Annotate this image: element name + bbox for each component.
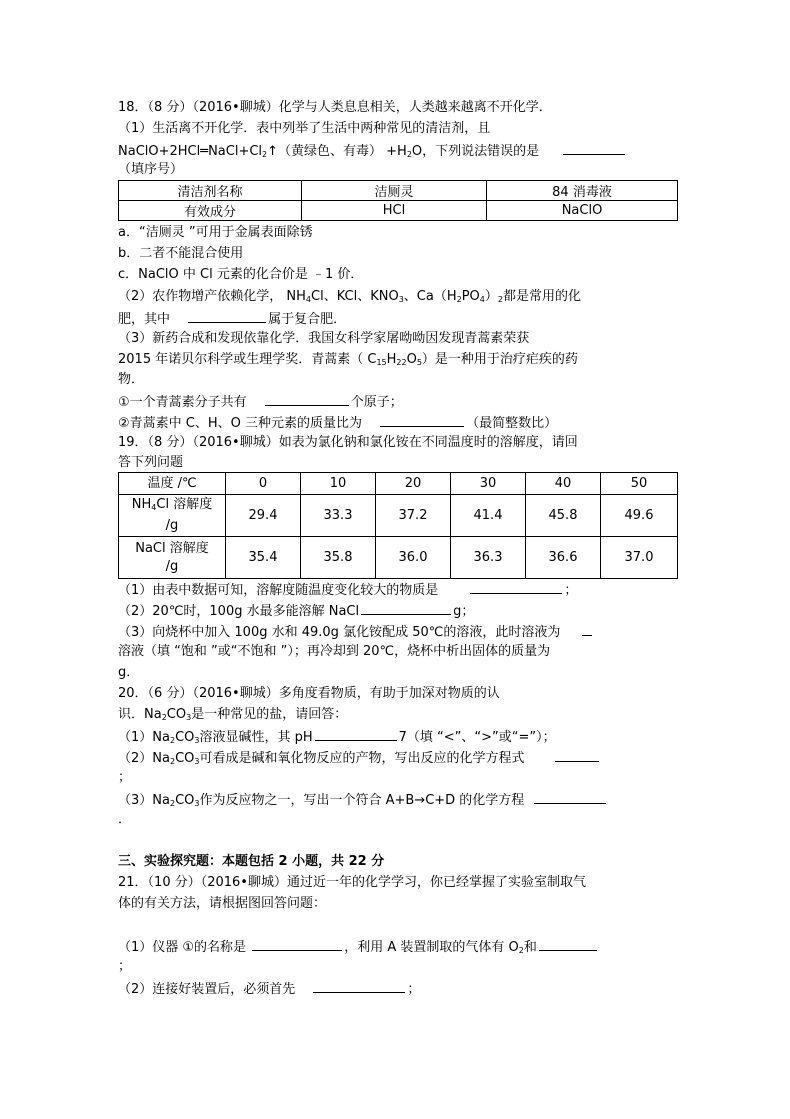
text: 和 xyxy=(523,940,537,955)
text: （最简整数比） xyxy=(466,416,558,431)
equation-part: NaClO+2HCl═NaCl+Cl xyxy=(118,144,263,159)
table-cell: 洁厕灵 xyxy=(302,181,487,201)
table-row xyxy=(119,201,678,221)
subscript: 3 xyxy=(194,736,200,745)
text: 答下列问题 xyxy=(118,455,184,470)
row-label-cell xyxy=(119,495,226,537)
text: Cl、KCl、KNO xyxy=(311,289,399,304)
equation-part: O，下列说法错误的是 xyxy=(411,144,540,159)
table-cell: 41.4 xyxy=(451,495,526,537)
table-cell: 37.2 xyxy=(376,495,451,537)
text: 溶液显碱性，其 pH xyxy=(199,730,313,745)
table-header-cell: 温度 /℃ xyxy=(119,473,226,495)
q19-part1 xyxy=(118,579,577,601)
q20-part3-end xyxy=(118,810,131,830)
answer-blank[interactable] xyxy=(313,978,405,993)
q19-part3-line1 xyxy=(118,621,594,643)
text: ）是一种用于治疗疟疾的药 xyxy=(421,352,578,367)
text: NaCl 溶解度 xyxy=(135,540,209,556)
q21-title: 21．（10 分）（2016•聊城）通过近一年的化学学习，你已经掌握了实验室制取气 xyxy=(118,875,586,890)
text: CO xyxy=(175,751,195,766)
subscript: 2 xyxy=(262,150,268,159)
q19-part3-line3 xyxy=(118,663,139,683)
q18-option-b xyxy=(118,244,243,264)
answer-blank[interactable] xyxy=(315,726,397,741)
q18-part1-intro: （1）生活离不开化学．表中列举了生活中两种常见的清洁剂，且 xyxy=(118,121,491,136)
text: 7（填 “<”、“>”或“=”）； xyxy=(398,730,556,745)
answer-blank[interactable] xyxy=(188,308,266,323)
text: CO xyxy=(166,707,187,722)
subscript: 22 xyxy=(396,358,407,367)
text: （2）连接好装置后，必须首先 xyxy=(118,982,296,997)
text: 可看成是碱和氧化物反应的产物，写出反应的化学方程式 xyxy=(199,751,525,766)
q20-title: 20．（6 分）（2016•聊城）多角度看物质，有助于加深对物质的认 xyxy=(118,686,500,701)
table-cell: 清洁剂名称 xyxy=(119,181,302,201)
table-header-cell: 30 xyxy=(451,473,526,495)
fill-hint: （填序号） xyxy=(118,162,184,177)
text: 属于复合肥． xyxy=(268,312,347,327)
text: （3）Na xyxy=(118,793,170,808)
option-text: a．“洁厕灵 ”可用于金属表面除锈 xyxy=(118,225,313,240)
text: ； xyxy=(407,982,421,997)
table-cell: 35.4 xyxy=(226,537,301,579)
answer-blank[interactable] xyxy=(252,936,342,951)
table-cell: 45.8 xyxy=(526,495,601,537)
table-cell: 36.3 xyxy=(451,537,526,579)
text: 识．Na xyxy=(118,707,162,722)
text: H xyxy=(386,352,397,367)
q21-part2 xyxy=(118,978,420,1000)
table-header-cell: 40 xyxy=(526,473,601,495)
text: 个原子； xyxy=(350,395,403,410)
table-cell: 49.6 xyxy=(601,495,678,537)
text: （1）仪器 ①的名称是 xyxy=(118,940,247,955)
q21-part1-end xyxy=(118,957,131,977)
text: ； xyxy=(564,583,578,598)
unit-label: /g xyxy=(165,518,179,533)
section-title: 三、实验探究题：本题包括 2 小题，共 22 分 xyxy=(118,854,385,869)
text: 作为反应物之一，写出一个符合 A+B→C+D 的化学方程 xyxy=(199,793,525,808)
text: （2）农作物增产依赖化学， NH xyxy=(118,289,306,304)
text: O xyxy=(406,352,417,367)
solubility-table xyxy=(118,472,678,579)
text: g． xyxy=(118,665,140,680)
q18-part3-item2 xyxy=(118,412,557,434)
subscript: 3 xyxy=(194,757,200,766)
subscript: 2 xyxy=(169,799,176,808)
subscript: 15 xyxy=(376,358,387,367)
table-row xyxy=(119,181,678,201)
text: 都是常用的化 xyxy=(502,289,581,304)
text: ②青蒿素中 C、H、O 三种元素的质量比为 xyxy=(118,416,363,431)
table-cell: 36.0 xyxy=(376,537,451,579)
text: 2015 年诺贝尔科学或生理学奖．青蒿素（ C xyxy=(118,352,377,367)
subscript: 2 xyxy=(497,295,503,304)
subscript: 4 xyxy=(479,295,485,304)
table-header-cell: 0 xyxy=(226,473,301,495)
text: ，利用 A 装置制取的气体有 O xyxy=(344,940,519,955)
text: ． xyxy=(118,812,132,827)
subscript: 5 xyxy=(416,358,422,367)
q19-line2 xyxy=(118,453,183,473)
table-cell: HCl xyxy=(302,201,487,221)
q18-line1 xyxy=(118,98,552,118)
q18-title: 18．（8 分）（2016•聊城）化学与人类息息相关，人类越来越离不开化学． xyxy=(118,100,552,115)
text: PO xyxy=(461,289,480,304)
q18-line2 xyxy=(118,119,490,139)
table-row xyxy=(119,473,678,495)
answer-blank[interactable] xyxy=(563,140,625,155)
q20-part3 xyxy=(118,789,608,814)
text: 是一种常见的盐，请回答： xyxy=(191,707,348,722)
subscript: 2 xyxy=(406,150,412,159)
subscript: 2 xyxy=(169,757,176,766)
q21-line1 xyxy=(118,873,586,893)
table-header-cell: 20 xyxy=(376,473,451,495)
section-heading xyxy=(118,852,384,872)
subscript: 2 xyxy=(169,736,176,745)
table-row xyxy=(119,537,678,579)
q18-option-a xyxy=(118,223,313,243)
answer-blank[interactable] xyxy=(555,747,599,762)
q20-line2 xyxy=(118,705,347,728)
text: （1）由表中数据可知，溶解度随温度变化较大的物质是 xyxy=(118,583,439,598)
unit-label: /g xyxy=(165,558,179,574)
subscript: 2 xyxy=(518,946,524,955)
table-header-cell: 50 xyxy=(601,473,678,495)
table-cell: 36.6 xyxy=(526,537,601,579)
row-label-cell xyxy=(119,537,226,579)
q18-part2-line1 xyxy=(118,287,581,310)
table-cell: 33.3 xyxy=(301,495,376,537)
subscript: 3 xyxy=(398,295,404,304)
q18-option-c xyxy=(118,265,363,285)
text: ； xyxy=(118,770,132,785)
text: CO xyxy=(175,793,195,808)
q18-part3-item1 xyxy=(118,391,403,413)
table-cell: 35.8 xyxy=(301,537,376,579)
text: （3）向烧杯中加入 100g 水和 49.0g 氯化铵配成 50℃的溶液，此时溶液为 xyxy=(118,625,561,640)
subscript: 2 xyxy=(456,295,462,304)
equation-part: ↑（黄绿色、有毒） +H xyxy=(267,144,407,159)
text: （2）Na xyxy=(118,751,170,766)
q19-title: 19．（8 分）（2016•聊城）如表为氯化钠和氯化铵在不同温度时的溶解度，请回 xyxy=(118,435,578,450)
answer-blank[interactable] xyxy=(361,600,451,615)
q21-part1 xyxy=(118,936,599,961)
cleaner-table xyxy=(118,180,678,221)
table-cell: 有效成分 xyxy=(119,201,302,221)
q19-part2 xyxy=(118,600,474,622)
answer-blank[interactable] xyxy=(539,936,597,951)
q18-part3-line3 xyxy=(118,370,144,390)
text: ； xyxy=(118,959,132,974)
q20-line1 xyxy=(118,684,500,704)
answer-blank[interactable] xyxy=(582,621,592,636)
text: 体的有关方法，请根据图回答问题： xyxy=(118,896,327,911)
subscript: 2 xyxy=(161,713,167,722)
subscript: 4 xyxy=(151,503,157,512)
table-cell: 29.4 xyxy=(226,495,301,537)
text: g； xyxy=(453,604,475,619)
text: NH xyxy=(131,497,152,512)
subscript: 3 xyxy=(186,713,192,722)
option-text: b．二者不能混合使用 xyxy=(118,246,244,261)
table-cell: 84 消毒液 xyxy=(487,181,678,201)
answer-blank[interactable] xyxy=(534,789,606,804)
q20-part2-end xyxy=(118,768,131,788)
text: 、Ca（H xyxy=(403,289,457,304)
table-header-cell: 10 xyxy=(301,473,376,495)
answer-blank[interactable] xyxy=(380,412,464,427)
text: 溶液（填 “饱和 ”或“不饱和 ”）；再冷却到 20℃，烧杯中析出固体的质量为 xyxy=(118,644,551,659)
subscript: 4 xyxy=(305,295,311,304)
text: （2）20℃时，100g 水最多能溶解 NaCl xyxy=(118,604,360,619)
q19-line1 xyxy=(118,433,578,453)
table-cell: NaClO xyxy=(487,201,678,221)
table-row xyxy=(119,495,678,537)
answer-blank[interactable] xyxy=(470,579,562,594)
text: （1）Na xyxy=(118,730,170,745)
q20-part2 xyxy=(118,747,601,772)
table-cell: 37.0 xyxy=(601,537,678,579)
text: CO xyxy=(175,730,195,745)
q18-part3-line2 xyxy=(118,350,578,373)
q18-part3-line1 xyxy=(118,329,529,349)
text: ①一个青蒿素分子共有 xyxy=(118,395,247,410)
text: ） xyxy=(484,289,498,304)
q18-line4 xyxy=(118,160,183,180)
option-text: c．NaClO 中 Cl 元素的化合价是 ﹣1 价． xyxy=(118,267,364,282)
text: 物． xyxy=(118,372,145,387)
q18-part2-line2 xyxy=(118,308,346,330)
subscript: 3 xyxy=(194,799,200,808)
q19-part3-line2 xyxy=(118,642,550,662)
answer-blank[interactable] xyxy=(265,391,349,406)
q21-line2 xyxy=(118,894,326,914)
text: 肥，其中 xyxy=(118,312,171,327)
text: Cl 溶解度 xyxy=(156,497,213,512)
q18-line3 xyxy=(118,140,627,165)
text: （3）新药合成和发现依靠化学．我国女科学家屠呦呦因发现青蒿素荣获 xyxy=(118,331,530,346)
